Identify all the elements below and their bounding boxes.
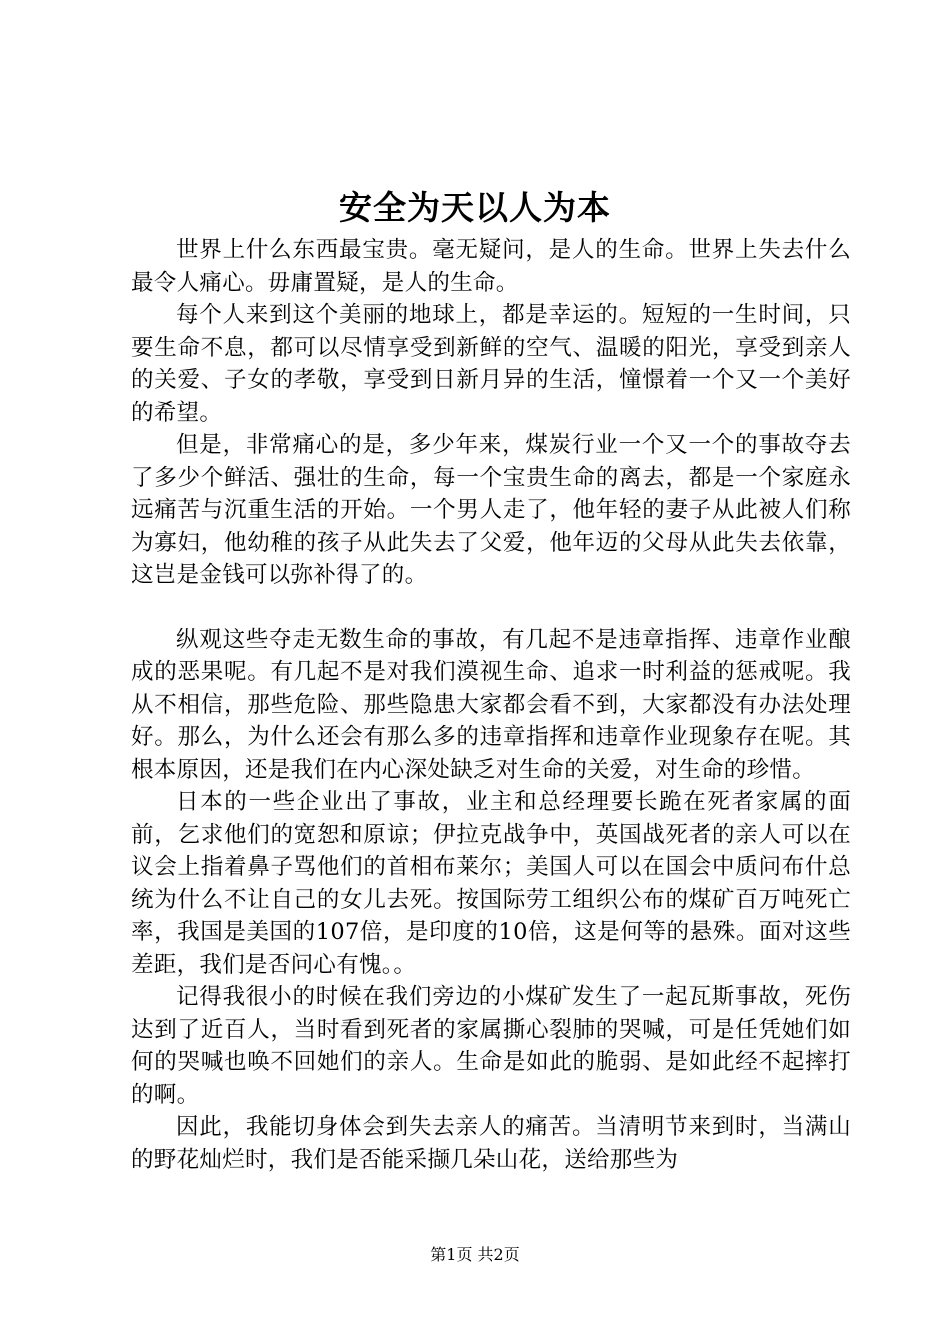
paragraph-5: 日本的一些企业出了事故，业主和总经理要长跪在死者家属的面前，乞求他们的宽恕和原谅；伊拉克战争中，英国战死者的亲人可以在议会上指着鼻子骂他们的首相布莱尔；美国人可以在国会中质问布什总统为什么不让自己的女儿去死。按国际劳工组织公布的煤矿百万吨死亡率，我国是美国的107倍，是印度的10倍，这是何等的悬殊。面对这些差距，我们是否问心有愧。。: [131, 789, 851, 978]
paragraph-1: 世界上什么东西最宝贵。毫无疑问，是人的生命。世界上失去什么最令人痛心。毋庸置疑，是人的生命。: [131, 237, 851, 296]
document-title: 安全为天以人为本: [339, 188, 611, 227]
paragraph-4: 纵观这些夺走无数生命的事故，有几起不是违章指挥、违章作业酿成的恶果呢。有几起不是对我们漠视生命、追求一时利益的惩戒呢。我从不相信，那些危险、那些隐患大家都会看不到，大家都没有办法处理好。那么，为什么还会有那么多的违章指挥和违章作业现象存在呢。其根本原因，还是我们在内心深处缺乏对生命的关爱，对生命的珍惜。: [131, 626, 851, 783]
document-body: [131, 234, 851, 1176]
paragraph-2: 每个人来到这个美丽的地球上，都是幸运的。短短的一生时间，只要生命不息，都可以尽情享受到新鲜的空气、温暖的阳光，享受到亲人的关爱、子女的孝敬，享受到日新月异的生活，憧憬着一个又一个美好的希望。: [131, 302, 851, 426]
paragraph-3: 但是，非常痛心的是，多少年来，煤炭行业一个又一个的事故夺去了多少个鲜活、强壮的生命，每一个宝贵生命的离去，都是一个家庭永远痛苦与沉重生活的开始。一个男人走了，他年轻的妻子从此被人们称为寡妇，他幼稚的孩子从此失去了父爱，他年迈的父母从此失去依靠，这岂是金钱可以弥补得了的。: [131, 432, 851, 588]
paragraph-6: 记得我很小的时候在我们旁边的小煤矿发生了一起瓦斯事故，死伤达到了近百人，当时看到死者的家属撕心裂肺的哭喊，可是任凭她们如何的哭喊也唤不回她们的亲人。生命是如此的脆弱、是如此经不起摔打的啊。: [131, 984, 851, 1108]
page-footer: 第1页 共2页: [430, 1245, 520, 1264]
paragraph-7: 因此，我能切身体会到失去亲人的痛苦。当清明节来到时，当满山的野花灿烂时，我们是否能采撷几朵山花，送给那些为: [131, 1114, 851, 1173]
